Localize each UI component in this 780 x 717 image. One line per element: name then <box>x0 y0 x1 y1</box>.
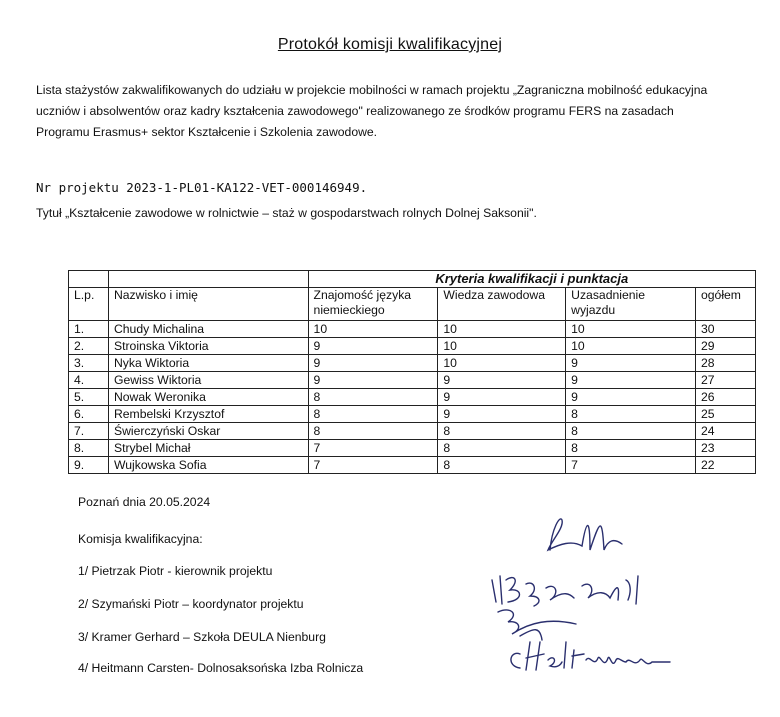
cell-name: Chudy Michalina <box>108 321 308 338</box>
table-row <box>69 406 756 423</box>
cell-name: Nowak Weronika <box>108 389 308 406</box>
member-3: 3/ Kramer Gerhard – Szkoła DEULA Nienburg <box>78 630 326 644</box>
cell-lp: 7. <box>69 423 109 440</box>
cell-language: 10 <box>308 321 438 338</box>
cell-name: Wujkowska Sofia <box>108 457 308 474</box>
cell-language: 8 <box>308 423 438 440</box>
cell-lp: 6. <box>69 406 109 423</box>
cell-justification: 9 <box>566 372 696 389</box>
intro-paragraph: Lista stażystów zakwalifikowanych do udziału w projekcie mobilności w ramach projektu „Zagraniczna mobilność edukacyjna uczniów i absolwentów oraz kadry kształcenia zawodowego" realizowanego ze środków programu FERS na zasadach Programu Erasmus+ sektor Kształcenie i Szkolenia zawodowe. <box>36 83 708 139</box>
cell-justification: 9 <box>566 389 696 406</box>
document-title: Protokół komisji kwalifikacyjnej <box>277 36 503 53</box>
col-lp: L.p. <box>69 288 109 321</box>
project-title: Tytuł „Kształcenie zawodowe w rolnictwie – staż w gospodarstwach rolnych Dolnej Saksonii". <box>36 206 537 220</box>
table-row <box>69 440 756 457</box>
cell-total: 23 <box>695 440 755 457</box>
cell-lp: 8. <box>69 440 109 457</box>
member-1: 1/ Pietrzak Piotr - kierownik projektu <box>78 564 273 578</box>
cell-justification: 8 <box>566 406 696 423</box>
project-number: Nr projektu 2023-1-PL01-KA122-VET-000146949. <box>36 180 368 195</box>
qualification-table <box>68 270 756 474</box>
table-row <box>69 321 756 338</box>
cell-knowledge: 10 <box>438 355 566 372</box>
table-row <box>69 423 756 440</box>
cell-total: 24 <box>695 423 755 440</box>
cell-total: 27 <box>695 372 755 389</box>
cell-language: 9 <box>308 372 438 389</box>
cell-knowledge: 8 <box>438 423 566 440</box>
cell-justification: 9 <box>566 355 696 372</box>
criteria-header: Kryteria kwalifikacji i punktacja <box>308 271 755 288</box>
cell-knowledge: 9 <box>438 406 566 423</box>
cell-language: 8 <box>308 406 438 423</box>
cell-total: 25 <box>695 406 755 423</box>
cell-justification: 10 <box>566 338 696 355</box>
cell-knowledge: 8 <box>438 457 566 474</box>
cell-name: Strybel Michał <box>108 440 308 457</box>
cell-knowledge: 10 <box>438 321 566 338</box>
cell-language: 7 <box>308 440 438 457</box>
cell-name: Stroinska Viktoria <box>108 338 308 355</box>
cell-lp: 4. <box>69 372 109 389</box>
cell-lp: 9. <box>69 457 109 474</box>
cell-knowledge: 9 <box>438 389 566 406</box>
cell-total: 30 <box>695 321 755 338</box>
cell-lp: 1. <box>69 321 109 338</box>
col-justification: Uzasadnienie wyjazdu <box>566 288 696 321</box>
member-4: 4/ Heitmann Carsten- Dolnosaksońska Izba Rolnicza <box>78 661 364 675</box>
cell-knowledge: 9 <box>438 372 566 389</box>
cell-justification: 8 <box>566 440 696 457</box>
cell-language: 9 <box>308 355 438 372</box>
cell-name: Rembelski Krzysztof <box>108 406 308 423</box>
cell-lp: 2. <box>69 338 109 355</box>
cell-justification: 10 <box>566 321 696 338</box>
col-name: Nazwisko i imię <box>108 288 308 321</box>
col-knowledge: Wiedza zawodowa <box>438 288 566 321</box>
cell-total: 29 <box>695 338 755 355</box>
column-header-row <box>69 288 756 321</box>
col-total: ogółem <box>695 288 755 321</box>
table-row <box>69 389 756 406</box>
criteria-header-row <box>69 271 756 288</box>
committee-label: Komisja kwalifikacyjna: <box>78 532 203 546</box>
table-row <box>69 338 756 355</box>
cell-justification: 7 <box>566 457 696 474</box>
cell-name: Gewiss Wiktoria <box>108 372 308 389</box>
cell-lp: 3. <box>69 355 109 372</box>
cell-total: 28 <box>695 355 755 372</box>
cell-knowledge: 10 <box>438 338 566 355</box>
table-row <box>69 457 756 474</box>
table-row <box>69 372 756 389</box>
cell-total: 26 <box>695 389 755 406</box>
cell-name: Świerczyński Oskar <box>108 423 308 440</box>
cell-language: 9 <box>308 338 438 355</box>
cell-language: 7 <box>308 457 438 474</box>
cell-name: Nyka Wiktoria <box>108 355 308 372</box>
cell-total: 22 <box>695 457 755 474</box>
cell-lp: 5. <box>69 389 109 406</box>
member-2: 2/ Szymański Piotr – koordynator projektu <box>78 597 304 611</box>
cell-language: 8 <box>308 389 438 406</box>
place-date: Poznań dnia 20.05.2024 <box>78 495 211 509</box>
col-language: Znajomość języka niemieckiego <box>308 288 438 321</box>
table-row <box>69 355 756 372</box>
handwritten-signatures <box>490 510 700 680</box>
cell-justification: 8 <box>566 423 696 440</box>
cell-knowledge: 8 <box>438 440 566 457</box>
